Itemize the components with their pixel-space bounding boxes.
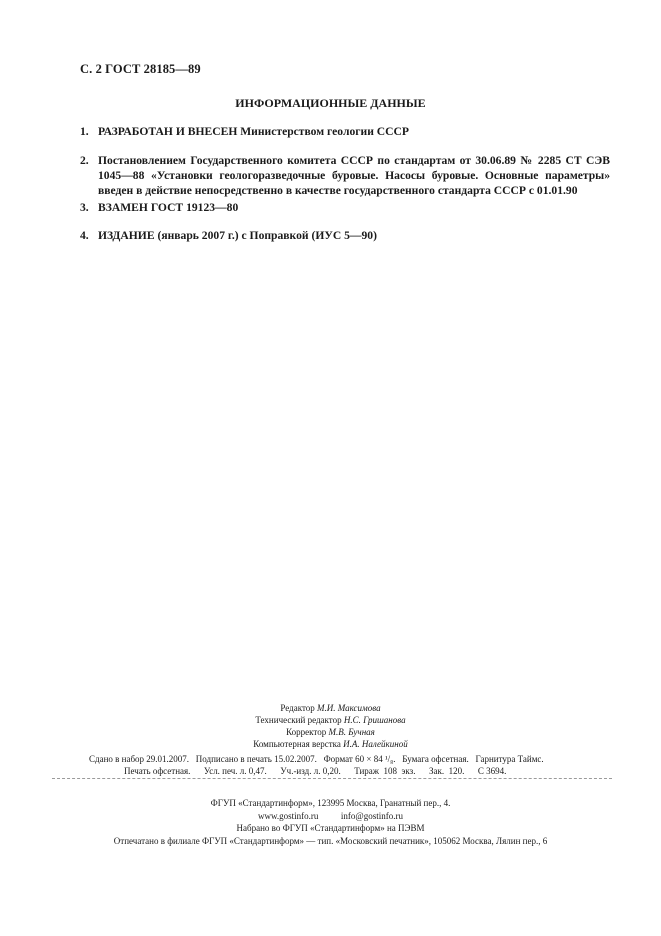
- publishing-info-line-2: Печать офсетная. Усл. печ. л. 0,47. Уч.-изд. л. 0,20. Тираж 108 экз. Зак. 120. С 3694.: [124, 766, 507, 776]
- publisher-footer: [0, 797, 661, 847]
- info-item-1: [80, 124, 610, 139]
- separator-line: [52, 778, 612, 779]
- item-lead: РАЗРАБОТАН И ВНЕСЕН: [98, 125, 238, 138]
- page-header: С. 2 ГОСТ 28185—89: [80, 62, 201, 76]
- item-number: 4.: [80, 229, 89, 242]
- item-lead: ВЗАМЕН ГОСТ 19123—80: [98, 201, 239, 214]
- item-text: Постановлением Государственного комитета СССР по стандартам от 30.06.89 № 2285 СТ СЭВ 1045—88 «Установки геологоразведочные буровые. Насосы буровые. Основные параметры» введен в действие непосредственно в качестве государственного стандарта СССР с 01.01.90: [98, 154, 610, 197]
- publisher-web-email: www.gostinfo.ru info@gostinfo.ru: [258, 810, 403, 821]
- printed-note: Отпечатано в филиале ФГУП «Стандартинформ» — тип. «Московский печатник», 105062 Москва, Лялин пер., 6: [113, 835, 548, 846]
- info-item-2: [80, 153, 610, 198]
- item-text: (январь 2007 г.) с Поправкой (ИУС 5—90): [154, 229, 377, 242]
- item-number: 3.: [80, 201, 89, 214]
- item-number: 2.: [80, 154, 89, 167]
- item-text: Министерством геологии СССР: [237, 125, 409, 138]
- item-number: 1.: [80, 125, 89, 138]
- credit-editor: Редактор М.И. Максимова: [280, 703, 381, 713]
- publishing-info-line-1: Сдано в набор 29.01.2007. Подписано в печать 15.02.2007. Формат 60 × 84 ¹/₈. Бумага офсетная. Гарнитура Таймс.: [89, 754, 544, 764]
- credits-block: [0, 702, 661, 750]
- info-item-3: [80, 200, 610, 215]
- info-item-4: [80, 228, 610, 243]
- credit-proofreader: Корректор М.В. Бучная: [286, 727, 375, 737]
- typeset-note: Набрано во ФГУП «Стандартинформ» на ПЭВМ: [236, 823, 425, 833]
- section-title: ИНФОРМАЦИОННЫЕ ДАННЫЕ: [235, 96, 426, 110]
- item-lead: ИЗДАНИЕ: [98, 229, 155, 242]
- credit-tech-editor: Технический редактор Н.С. Гришанова: [255, 715, 406, 725]
- credit-layout: Компьютерная верстка И.А. Налейкиной: [253, 739, 408, 749]
- publisher-address: ФГУП «Стандартинформ», 123995 Москва, Гранатный пер., 4.: [210, 798, 451, 808]
